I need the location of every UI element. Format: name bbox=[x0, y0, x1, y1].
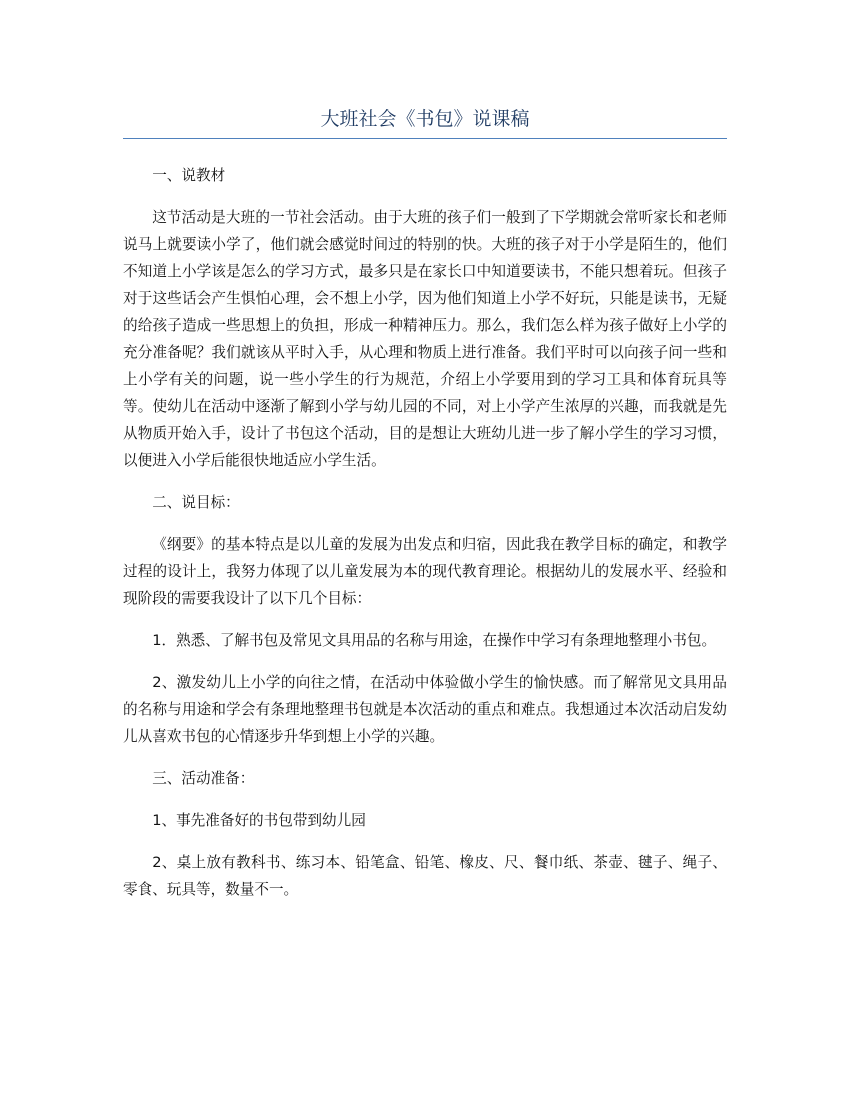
paragraph-goals-intro: 《纲要》的基本特点是以儿童的发展为出发点和归宿，因此我在教学目标的确定，和教学过程的设计上，我努力体现了以儿童发展为本的现代教育理论。根据幼儿的发展水平、经验和现阶段的需要我设计了以下几个目标： bbox=[123, 536, 727, 607]
section-heading-textbook: 一、说教材 bbox=[152, 167, 226, 184]
document-body bbox=[123, 162, 727, 918]
document-title: 大班社会《书包》说课稿 bbox=[320, 108, 530, 130]
paragraph-preparation-1: 1、事先准备好的书包带到幼儿园 bbox=[152, 812, 366, 829]
paragraph-preparation-2: 2、桌上放有教科书、练习本、铅笔盒、铅笔、橡皮、尺、餐巾纸、茶壶、毽子、绳子、零食、玩具等，数量不一。 bbox=[123, 854, 727, 898]
section-heading-preparation: 三、活动准备： bbox=[152, 770, 255, 787]
paragraph-textbook: 这节活动是大班的一节社会活动。由于大班的孩子们一般到了下学期就会常听家长和老师说马上就要读小学了，他们就会感觉时间过的特别的快。大班的孩子对于小学是陌生的，他们不知道上小学该是怎么的学习方式，最多只是在家长口中知道要读书，不能只想着玩。但孩子对于这些话会产生惧怕心理，会不想上小学，因为他们知道上小学不好玩，只能是读书，无疑的给孩子造成一些思想上的负担，形成一种精神压力。那么，我们怎么样为孩子做好上小学的充分准备呢？我们就该从平时入手，从心理和物质上进行准备。我们平时可以向孩子问一些和上小学有关的问题，说一些小学生的行为规范，介绍上小学要用到的学习工具和体育玩具等等。使幼儿在活动中逐渐了解到小学与幼儿园的不同，对上小学产生浓厚的兴趣，而我就是先从物质开始入手，设计了书包这个活动，目的是想让大班幼儿进一步了解小学生的学习习惯，以便进入小学后能很快地适应小学生活。 bbox=[123, 209, 727, 469]
paragraph-goal-2: 2、激发幼儿上小学的向往之情，在活动中体验做小学生的愉快感。而了解常见文具用品的名称与用途和学会有条理地整理书包就是本次活动的重点和难点。我想通过本次活动启发幼儿从喜欢书包的心情逐步升华到想上小学的兴趣。 bbox=[123, 674, 727, 745]
title-divider bbox=[123, 138, 727, 139]
section-heading-goals: 二、说目标： bbox=[152, 494, 240, 511]
paragraph-goal-1: 1．熟悉、了解书包及常见文具用品的名称与用途，在操作中学习有条理地整理小书包。 bbox=[152, 632, 717, 649]
